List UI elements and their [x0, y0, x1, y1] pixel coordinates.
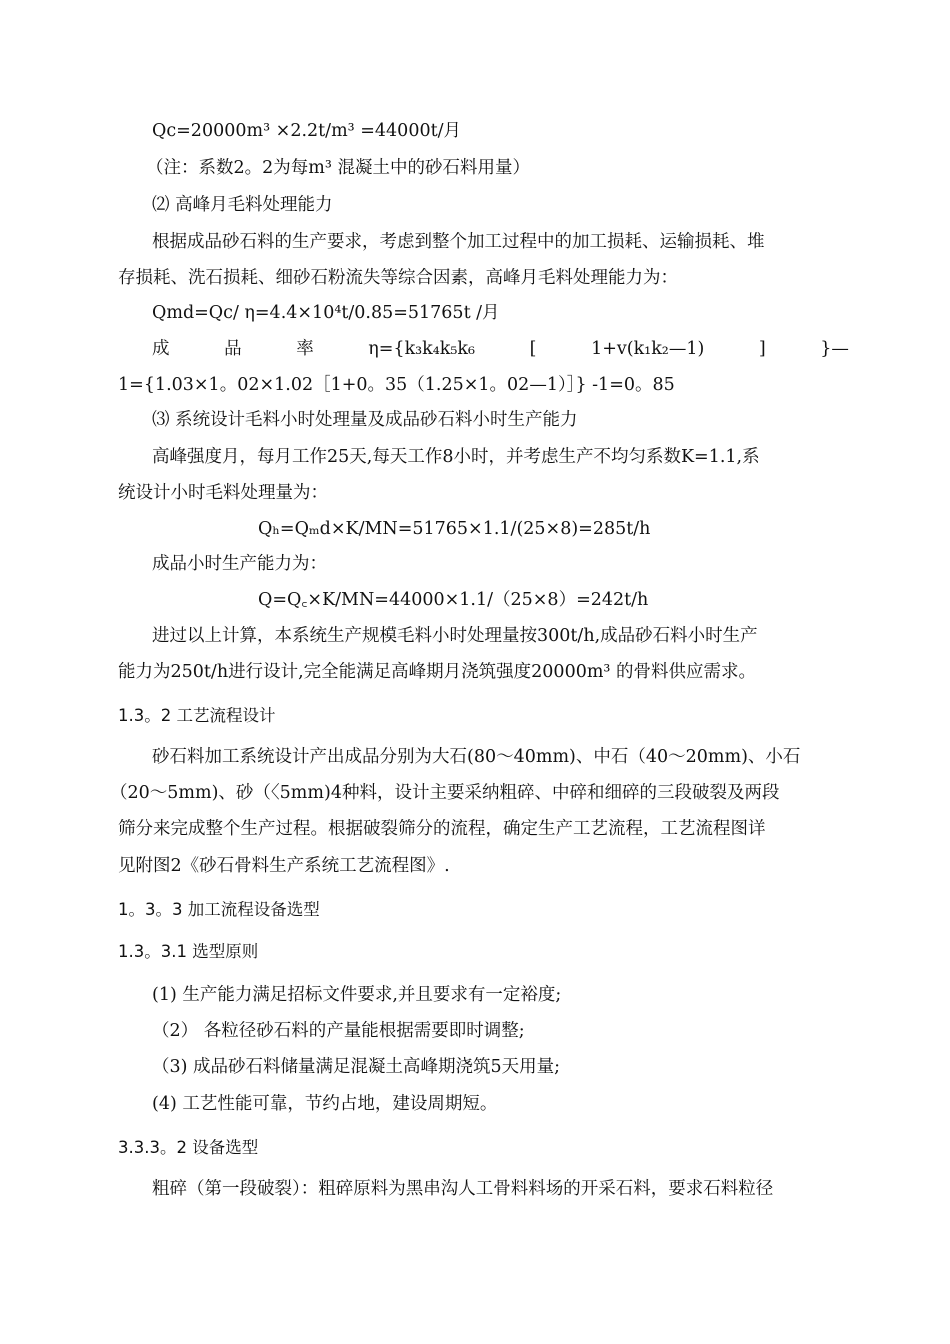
section-heading-132: 1.3。2 工艺流程设计: [118, 706, 276, 725]
list-item: （3) 成品砂石料储量满足混凝土高峰期浇筑5天用量;: [152, 1057, 561, 1077]
eta-part: }—: [820, 339, 849, 359]
list-item: (1) 生产能力满足招标文件要求,并且要求有一定裕度;: [152, 985, 562, 1005]
paragraph-line: （20～5mm)、砂（〈5mm)4种料，设计主要采纳粗碎、中碎和细碎的三段破裂及两段: [110, 783, 780, 803]
eta-part: 品: [224, 339, 242, 359]
section-heading-3332: 3.3.3。2 设备选型: [118, 1138, 259, 1157]
list-item: （2） 各粒径砂石料的产量能根据需要即时调整;: [152, 1021, 525, 1041]
subsection-heading-3: ⑶ 系统设计毛料小时处理量及成品砂石料小时生产能力: [152, 410, 578, 430]
subsection-heading-2: ⑵ 高峰月毛料处理能力: [152, 195, 333, 215]
note-line: （注：系数2。2为每m³ 混凝土中的砂石料用量）: [146, 158, 530, 178]
formula-q: Q=Q꜀×K/MN=44000×1.1/（25×8）=242t/h: [258, 590, 649, 610]
paragraph-line: 根据成品砂石料的生产要求，考虑到整个加工过程中的加工损耗、运输损耗、堆: [152, 232, 765, 252]
paragraph-line: 筛分来完成整个生产过程。根据破裂筛分的流程，确定生产工艺流程，工艺流程图详: [118, 819, 766, 839]
paragraph-line: 成品小时生产能力为：: [152, 554, 327, 574]
section-heading-1331: 1.3。3.1 选型原则: [118, 942, 259, 961]
formula-qh: Qₕ=Qₘd×K/MN=51765×1.1/(25×8)=285t/h: [258, 519, 651, 539]
paragraph-line: 能力为250t/h进行设计,完全能满足高峰期月浇筑强度20000m³ 的骨料供应需求。: [118, 662, 757, 682]
paragraph-line: 存损耗、洗石损耗、细砂石粉流失等综合因素，高峰月毛料处理能力为：: [118, 268, 678, 288]
paragraph-line: 砂石料加工系统设计产出成品分别为大石(80～40mm)、中石（40～20mm)、小石: [152, 747, 801, 767]
formula-qmd: Qmd=Qc/ η=4.4×10⁴t/0.85=51765t /月: [152, 303, 500, 323]
eta-part: 率: [296, 339, 314, 359]
eta-part: η={k₃k₄k₅k₆: [368, 339, 476, 359]
section-heading-133: 1。3。3 加工流程设备选型: [118, 900, 320, 919]
formula-eta-line2: 1={1.03×1。02×1.02［1+0。35（1.25×1。02—1）］} -1=0。85: [118, 375, 675, 395]
paragraph-line: 见附图2《砂石骨料生产系统工艺流程图》.: [118, 856, 450, 876]
paragraph-line: 高峰强度月，每月工作25天,每天工作8小时，并考虑生产不均匀系数K=1.1,系: [152, 447, 760, 467]
formula-qc: Qc=20000m³ ×2.2t/m³ =44000t/月: [152, 121, 462, 141]
eta-part: 1+v(k₁k₂—1): [591, 339, 705, 359]
eta-part: 成: [152, 339, 170, 359]
paragraph-line: 进过以上计算，本系统生产规模毛料小时处理量按300t/h,成品砂石料小时生产: [152, 626, 758, 646]
paragraph-line: 统设计小时毛料处理量为：: [118, 483, 328, 503]
eta-part: [: [529, 339, 537, 359]
eta-part: ]: [758, 339, 766, 359]
paragraph-line: 粗碎（第一段破裂）：粗碎原料为黑串沟人工骨料料场的开采石料，要求石料粒径: [152, 1179, 774, 1199]
list-item: (4) 工艺性能可靠，节约占地，建设周期短。: [152, 1094, 498, 1114]
formula-eta-line1: [152, 337, 849, 361]
